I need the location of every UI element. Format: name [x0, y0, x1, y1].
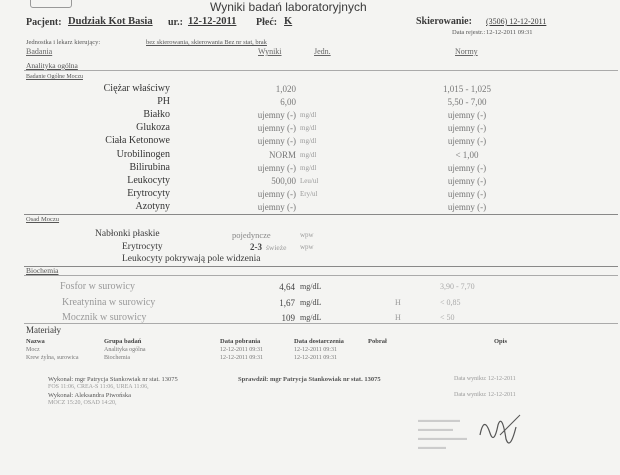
test-norm: ujemny (-) — [447, 175, 487, 186]
stamp: ▬▬▬▬▬▬ ▬▬▬▬▬ ▬▬▬▬▬▬▬ ▬▬▬▬ — [418, 416, 467, 451]
result-date-2: Data wyniku: 12-12-2011 — [454, 392, 516, 398]
sediment-note: Leukocyty pokrywają pole widzenia — [122, 254, 261, 264]
test-unit: mg/dl — [300, 124, 317, 133]
materials-cell: Mocz — [26, 347, 40, 353]
biochem-unit: mg/dL — [300, 313, 322, 322]
col-results: Wyniki — [258, 47, 282, 56]
dob-value: 12-12-2011 — [188, 16, 237, 27]
materials-cell: 12-12-2011 09:31 — [220, 355, 263, 361]
unit-value: bez skierowania, skierowania Bez nr stat, brak — [146, 39, 267, 46]
biochem-name: Kreatynina w surowicy — [62, 296, 156, 308]
materials-cell: 12-12-2011 09:31 — [294, 347, 337, 353]
test-value: ujemny (-) — [257, 110, 296, 121]
test-value: 500,00 — [271, 175, 296, 186]
biochem-value: 4,64 — [279, 282, 295, 292]
sediment-unit: wpw — [300, 231, 314, 239]
biochem-flag: H — [395, 297, 401, 307]
tests-2: MOCZ 15:20, OSAD 14:20, — [48, 400, 117, 406]
test-name: Leukocyty — [127, 174, 170, 186]
materials-cell: Krew żylna, surowica — [26, 355, 79, 361]
test-norm: ujemny (-) — [447, 201, 487, 212]
test-value: 6,00 — [280, 97, 296, 108]
biochem-norm: 3,90 - 7,70 — [440, 282, 475, 291]
sex-label: Płeć: — [256, 17, 278, 28]
materials-header: Pobrał — [368, 338, 387, 345]
section-sediment: Osad Moczu — [26, 216, 60, 223]
test-name: Erytrocyty — [127, 187, 170, 199]
test-name: Glukoza — [136, 122, 170, 134]
test-name: Azotyny — [135, 200, 170, 212]
result-date-1: Data wyniku: 12-12-2011 — [454, 376, 516, 382]
test-name: Bilirubina — [129, 161, 170, 173]
biochem-norm: < 50 — [440, 313, 455, 322]
test-unit: mg/dl — [300, 137, 317, 146]
col-norms: Normy — [455, 47, 478, 56]
test-norm: ujemny (-) — [447, 123, 487, 134]
verified-by-1: Sprawdził: mgr Patrycja Stankowiak nr stat. 13075 — [238, 376, 381, 383]
biochem-value: 109 — [281, 313, 295, 323]
divider — [24, 70, 618, 71]
biochem-unit: mg/dL — [300, 282, 322, 291]
test-value: NORM — [268, 149, 296, 160]
materials-header: Data dostarczenia — [294, 338, 344, 345]
materials-cell: 12-12-2011 09:31 — [294, 355, 337, 361]
section-urine: Badanie Ogólne Moczu — [26, 74, 83, 80]
signature-icon — [470, 405, 530, 455]
divider — [24, 266, 618, 267]
sediment-value: 2-3 — [250, 242, 262, 252]
test-unit: mg/dl — [300, 163, 317, 172]
materials-header: Data pobrania — [220, 338, 261, 345]
unit-label: Jednostka i lekarz kierujący: — [26, 39, 101, 46]
biochem-flag: H — [395, 313, 401, 322]
test-name: PH — [157, 96, 170, 108]
lab-logo — [30, 0, 72, 8]
materials-title: Materiały — [26, 325, 61, 335]
test-unit: mg/dl — [300, 111, 317, 120]
tests-1: FOS 11:06, CREA-S 11:06, UREA 11:06, — [48, 384, 149, 390]
divider — [24, 214, 618, 215]
sediment-name: Erytrocyty — [122, 242, 163, 252]
sediment-value: pojedyncze — [232, 230, 271, 240]
test-norm: ujemny (-) — [447, 136, 487, 147]
sediment-extra: świeże — [266, 243, 287, 252]
test-value: ujemny (-) — [257, 201, 296, 212]
test-norm: 5,50 - 7,00 — [447, 97, 487, 108]
executed-by-2: Wykonał: Aleksandra Piwońska — [48, 392, 132, 399]
test-norm: ujemny (-) — [447, 188, 487, 199]
biochem-name: Fosfor w surowicy — [60, 281, 135, 292]
biochem-unit: mg/dL — [300, 297, 322, 307]
materials-header: Grupa badań — [104, 338, 142, 345]
referral-label: Skierowanie: — [416, 16, 472, 27]
sex-value: K — [284, 16, 293, 27]
test-name: Urobilinogen — [116, 148, 170, 160]
test-norm: ujemny (-) — [447, 110, 487, 121]
materials-cell: Biochemia — [104, 355, 130, 361]
dob-label: ur.: — [168, 17, 183, 28]
materials-header: Opis — [494, 338, 508, 345]
biochem-name: Mocznik w surowicy — [62, 312, 147, 323]
page-title: Wyniki badań laboratoryjnych — [210, 0, 367, 14]
biochem-norm: < 0,85 — [440, 297, 461, 307]
test-unit: Ery/ul — [300, 189, 318, 198]
test-name: Ciała Ketonowe — [105, 135, 170, 147]
materials-header: Nazwa — [26, 338, 45, 345]
test-norm: 1,015 - 1,025 — [443, 84, 491, 94]
section-biochem: Biochemia — [26, 266, 59, 275]
materials-cell: Analityka ogólna — [104, 347, 146, 353]
test-name: Ciężar właściwy — [103, 83, 170, 94]
sediment-unit: wpw — [300, 243, 314, 251]
reg-date-label: Data rejestr.: — [452, 29, 486, 36]
executed-by-1: Wykonał: mgr Patrycja Stankowiak nr stat. 13075 — [48, 376, 178, 383]
referral-value: (3506) 12-12-2011 — [486, 17, 547, 26]
test-value: ujemny (-) — [257, 162, 296, 173]
test-unit: Leu/ul — [300, 176, 319, 185]
patient-name: Dudziak Kot Basia — [68, 16, 153, 27]
sediment-name: Nabłonki płaskie — [95, 229, 160, 239]
test-value: ujemny (-) — [257, 123, 296, 134]
test-value: 1,020 — [275, 84, 296, 94]
test-norm: < 1,00 — [455, 149, 479, 160]
test-value: ujemny (-) — [257, 136, 296, 147]
test-value: ujemny (-) — [257, 188, 296, 199]
test-norm: ujemny (-) — [447, 162, 487, 173]
patient-label: Pacjent: — [26, 17, 62, 28]
section-general: Analityka ogólna — [26, 61, 78, 70]
col-unit: Jedn. — [314, 47, 331, 56]
biochem-value: 1,67 — [279, 297, 295, 308]
divider — [24, 323, 618, 324]
divider — [24, 275, 618, 276]
test-unit: mg/dl — [300, 150, 317, 159]
test-name: Białko — [143, 109, 170, 121]
materials-cell: 12-12-2011 09:31 — [220, 347, 263, 353]
reg-date-value: 12-12-2011 09:31 — [486, 29, 533, 36]
col-test: Badania — [26, 47, 53, 56]
